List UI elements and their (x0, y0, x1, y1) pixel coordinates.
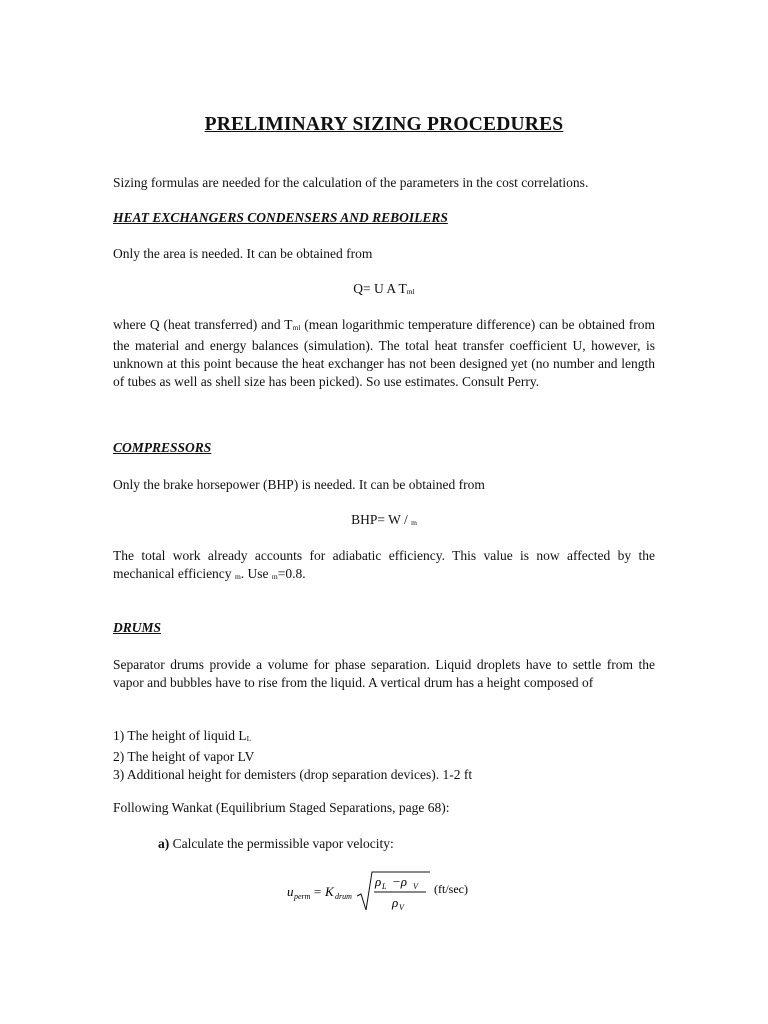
drums-heading: DRUMS (113, 620, 162, 635)
compressors-heading: COMPRESSORS (113, 440, 212, 455)
formula-num-rho-l: ρ (375, 874, 382, 889)
page-title: PRELIMINARY SIZING PROCEDURES (204, 114, 564, 135)
step-a (158, 835, 658, 853)
heat-exchangers-heading: HEAT EXCHANGERS CONDENSERS AND REBOILERS (113, 210, 448, 225)
heat-exchangers-intro: Only the area is needed. It can be obtained from (113, 246, 373, 261)
compressors-intro: Only the brake horsepower (BHP) is needed. It can be obtained from (113, 477, 485, 492)
comp-text-c: =0.8. (277, 566, 306, 581)
list-item: 3) Additional height for demisters (drop separation devices). 1-2 ft (113, 767, 473, 782)
comp-text-b: . Use (240, 566, 269, 581)
step-a-text: Calculate the permissible vapor velocity: (169, 836, 394, 851)
bhp-formula-main: BHP= W / (351, 512, 408, 527)
formula-k-sub: drum (335, 892, 352, 901)
heat-transfer-formula (0, 281, 768, 297)
drums-height-list (113, 727, 655, 784)
bhp-formula-sub: m (411, 518, 417, 527)
heat-transfer-formula-main: Q= U A T (353, 281, 407, 296)
heat-exchangers-paragraph (113, 316, 655, 391)
permissible-velocity-formula (285, 868, 485, 916)
hx-text-a: where Q (heat transferred) and T (113, 317, 293, 332)
formula-den-sub: V (399, 903, 404, 912)
formula-den-rho: ρ (392, 895, 399, 910)
formula-num-rho-v: −ρ (392, 874, 408, 889)
hx-text-sub: ml (292, 323, 301, 332)
formula-units: (ft/sec) (434, 882, 468, 896)
formula-num-sub2: V (413, 882, 418, 891)
formula-lhs: u (287, 884, 294, 899)
formula-lhs-sub: perm (294, 892, 311, 901)
comp-text-a: The total work already accounts for adiabatic efficiency. This value is now affected by the mechanical efficiency (113, 548, 655, 581)
heat-transfer-formula-sub: ml (406, 287, 415, 296)
wankat-reference: Following Wankat (Equilibrium Staged Separations, page 68): (113, 800, 450, 815)
formula-num-sub1: L (382, 882, 387, 891)
bhp-formula (0, 512, 768, 528)
drums-paragraph: Separator drums provide a volume for phase separation. Liquid droplets have to settle from the vapor and bubbles have to rise from the liquid. A vertical drum has a height composed of (113, 657, 655, 690)
comp-text-sub1: m (234, 572, 241, 581)
step-a-label: a) (158, 836, 170, 851)
compressors-paragraph (113, 547, 655, 586)
list-item: 2) The height of vapor LV (113, 749, 255, 764)
list-item: 1) The height of liquid $L_L$ (113, 728, 252, 743)
hx-text-b: (mean logarithmic temperature difference) can be obtained from the material and energy balances (simulation). The total heat transfer coefficient U, however, is unknown at this point because the heat exchanger has not been designed yet (no number and length of tubes as well as shell size has been picked). So use estimates. Consult Perry. (113, 317, 655, 389)
intro-paragraph: Sizing formulas are needed for the calculation of the parameters in the cost correlations. (113, 175, 589, 190)
formula-k: = K (313, 884, 334, 899)
comp-text-sub2: m (271, 572, 278, 581)
